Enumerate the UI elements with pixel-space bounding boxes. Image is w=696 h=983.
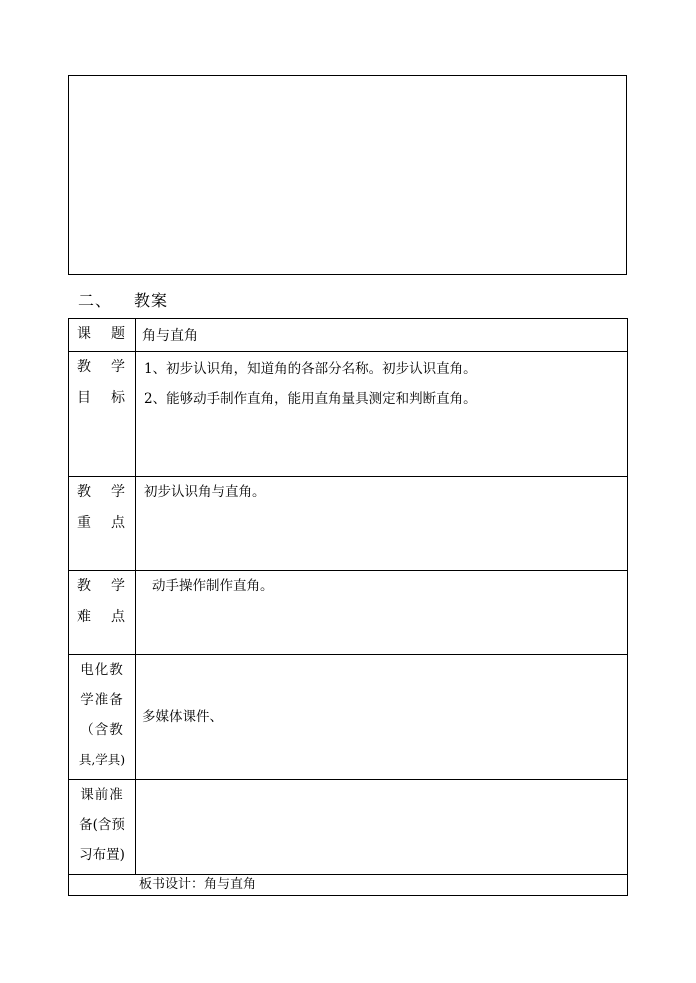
media-value: 多媒体课件、: [142, 709, 223, 725]
difficulties-row: [69, 571, 628, 655]
section-heading: [78, 288, 168, 311]
section-title: 教案: [134, 291, 169, 310]
topic-row: [69, 319, 628, 352]
footer-row: [69, 875, 628, 896]
key-points-row: [69, 477, 628, 571]
media-label: 电化教 学准备 （含教 具,学具): [69, 655, 136, 780]
key-points-value: 初步认识角与直角。: [144, 484, 266, 500]
goals-value-cell: [136, 352, 628, 477]
top-blank-box: [68, 75, 627, 275]
media-row: [69, 655, 628, 780]
board-design: 板书设计：角与直角: [69, 875, 628, 896]
preparation-value-cell: [136, 780, 628, 875]
key-points-value-cell: [136, 477, 628, 571]
goal-item: 1、初步认识角，知道角的各部分名称。初步认识直角。: [144, 361, 477, 377]
section-number: 二、: [78, 291, 113, 310]
topic-value-cell: [136, 319, 628, 352]
preparation-label: 课前准 备(含预 习布置): [69, 780, 136, 875]
lesson-plan-table: [68, 318, 628, 896]
goals-label: 教 学 目 标: [69, 352, 136, 477]
preparation-row: [69, 780, 628, 875]
preparation-value: [136, 780, 627, 788]
difficulties-value-cell: [136, 571, 628, 655]
difficulties-label: 教 学 难 点: [69, 571, 136, 655]
media-value-cell: [136, 655, 628, 780]
goal-item: 2、能够动手制作直角，能用直角量具测定和判断直角。: [144, 391, 477, 407]
topic-value: 角与直角: [142, 328, 198, 344]
topic-label: 课 题: [69, 319, 136, 352]
key-points-label: 教 学 重 点: [69, 477, 136, 571]
difficulties-value: 动手操作制作直角。: [152, 578, 274, 594]
goals-row: [69, 352, 628, 477]
